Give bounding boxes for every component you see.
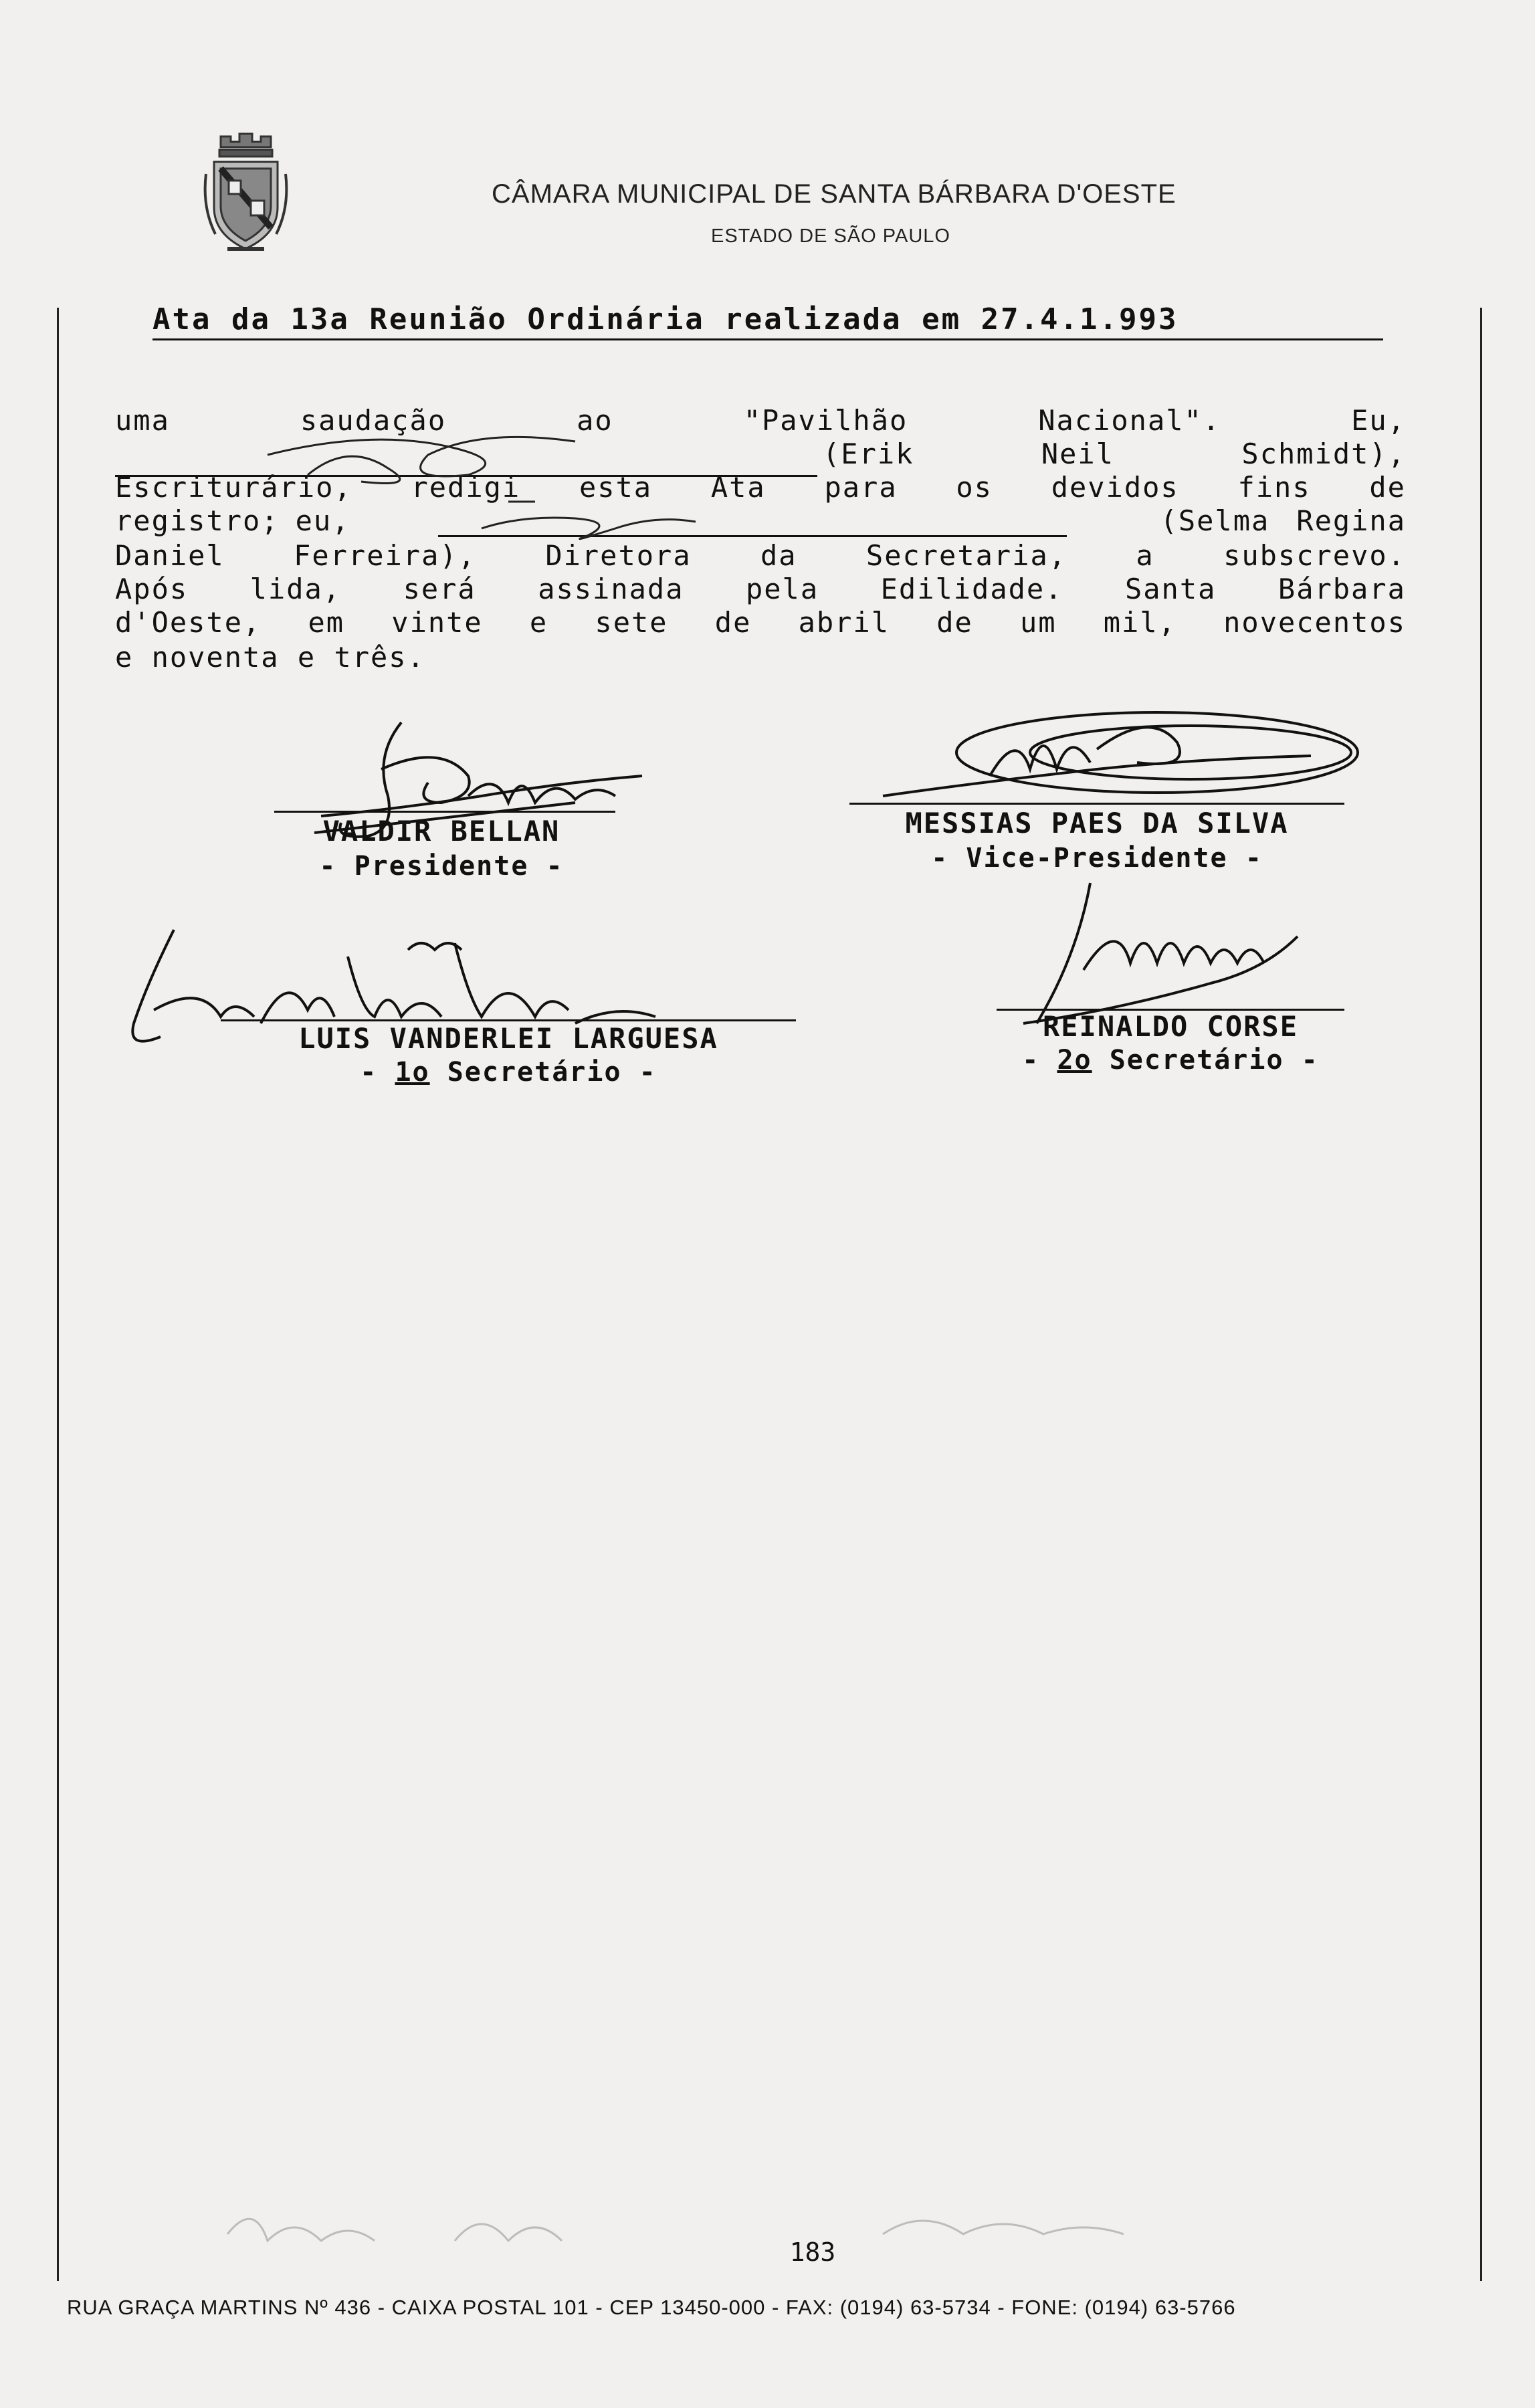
word: de [936,606,973,639]
first-secretary-signature-line [221,1019,796,1021]
word: redigi [411,471,521,504]
minutes-title: Ata da 13a Reunião Ordinária realizada em 27.4.1.993 [152,302,1179,336]
word: (Selma [1160,504,1270,537]
word: devidos [1051,471,1179,504]
word: Secretaria, [865,539,1067,572]
word: em [308,606,345,639]
handwritten-signature [107,401,843,555]
body-line-2 [823,437,1406,470]
word: Após [115,573,189,605]
word: um [1019,606,1057,639]
word: subscrevo. [1223,539,1406,572]
word: Santa [1124,573,1217,605]
word: Neil [1041,437,1114,470]
word: Schmidt), [1241,437,1406,470]
footer-address: RUA GRAÇA MARTINS Nº 436 - CAIXA POSTAL 101 - CEP 13450-000 - FAX: (0194) 63-5734 - FONE: (0194) 63-5766 [67,2296,1236,2319]
word: eu, [295,504,350,537]
word: lida, [249,573,342,605]
president-role: - Presidente - [319,851,564,882]
word: a [1136,539,1154,572]
word: e noventa e três. [115,641,425,674]
faint-signatures-texture [201,2194,1204,2268]
second-secretary-name: REINALDO CORSE [1042,1010,1298,1043]
word: Ferreira), [294,539,476,572]
word: registro; [115,504,280,537]
body-line-7 [115,606,1406,639]
institution-title: CÂMARA MUNICIPAL DE SANTA BÁRBARA D'OESTE [492,179,1176,209]
word: Escriturário, [115,471,352,504]
word: os [956,471,993,504]
word: e [529,606,548,639]
title-underline [152,338,1383,340]
vice-president-name: MESSIAS PAES DA SILVA [905,807,1289,839]
word: esta [579,471,653,504]
word: novecentos [1223,606,1406,639]
word: ao [577,404,613,437]
word: para [824,471,898,504]
first-secretary-name: LUIS VANDERLEI LARGUESA [298,1022,718,1055]
word: Edilidade. [880,573,1063,605]
second-secretary-role: - 2o Secretário - [1022,1045,1319,1076]
word: sete [595,606,668,639]
first-secretary-role: - 1o Secretário - [360,1057,657,1088]
word: Ata [710,471,766,504]
word: abril [798,606,890,639]
word: (Erik [823,437,914,470]
word: da [760,539,797,572]
right-margin-rule [1480,308,1482,2281]
vice-president-role: - Vice-Presidente - [931,843,1263,874]
word: mil, [1103,606,1176,639]
word: será [403,573,476,605]
word: saudação [300,404,447,437]
left-margin-rule [57,308,59,2281]
word: assinada [538,573,684,605]
president-name: VALDIR BELLAN [322,815,560,847]
word: vinte [391,606,483,639]
word: "Pavilhão [743,404,908,437]
vice-president-signature-line [849,803,1344,805]
word: Diretora [545,539,692,572]
word: Eu, [1351,404,1406,437]
word: de [714,606,752,639]
word: uma [115,404,170,437]
institution-subtitle: ESTADO DE SÃO PAULO [711,225,950,247]
word: fins [1237,471,1311,504]
word: Daniel [115,539,225,572]
president-signature-line [274,811,615,813]
body-line-6 [115,573,1406,605]
word: Nacional". [1038,404,1221,437]
page-number: 183 [789,2237,836,2267]
municipal-coat-of-arms-icon [201,127,291,258]
word: Bárbara [1277,573,1406,605]
word: Regina [1296,504,1406,537]
word: pela [745,573,819,605]
word: de [1369,471,1406,504]
word: d'Oeste, [115,606,262,639]
body-line-8 [115,641,1406,674]
